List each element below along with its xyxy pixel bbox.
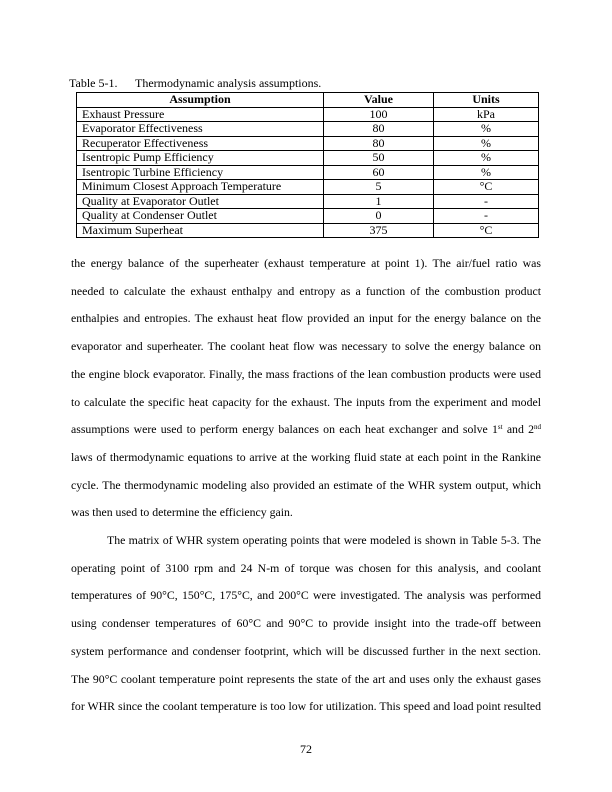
assumption-cell: Quality at Evaporator Outlet bbox=[77, 194, 324, 209]
superscript-nd: nd bbox=[534, 423, 541, 432]
text-line: cycle. The thermodynamic modeling also provided an estimate of the WHR system output, which bbox=[71, 477, 541, 492]
units-cell: % bbox=[434, 165, 539, 180]
table-header-row bbox=[77, 93, 539, 108]
assumption-cell: Isentropic Turbine Efficiency bbox=[77, 165, 324, 180]
table-caption bbox=[69, 76, 321, 90]
table-row bbox=[77, 223, 539, 238]
text-segment: and 2 bbox=[502, 422, 534, 437]
text-line: The matrix of WHR system operating points that were modeled is shown in Table 5-3. The bbox=[107, 533, 541, 548]
text-line: laws of thermodynamic equations to arrive at the working fluid state at each point in the Rankine bbox=[71, 449, 541, 464]
text-line: to calculate the specific heat capacity for the exhaust. The inputs from the experiment and model bbox=[71, 394, 541, 409]
units-cell: % bbox=[434, 151, 539, 166]
value-cell: 5 bbox=[324, 180, 434, 195]
assumption-cell: Quality at Condenser Outlet bbox=[77, 209, 324, 224]
table-row bbox=[77, 165, 539, 180]
text-line: the energy balance of the superheater (exhaust temperature at point 1). The air/fuel ratio was bbox=[71, 256, 541, 270]
value-cell: 50 bbox=[324, 151, 434, 166]
column-header-value: Value bbox=[324, 93, 434, 108]
assumption-cell: Exhaust Pressure bbox=[77, 107, 324, 122]
assumption-cell: Isentropic Pump Efficiency bbox=[77, 151, 324, 166]
page-number: 72 bbox=[300, 742, 312, 756]
units-cell: - bbox=[434, 194, 539, 209]
assumption-cell: Minimum Closest Approach Temperature bbox=[77, 180, 324, 195]
superscript-st: st bbox=[497, 423, 503, 432]
table-row bbox=[77, 209, 539, 224]
table-row bbox=[77, 136, 539, 151]
text-line: evaporator and superheater. The coolant heat flow was necessary to solve the energy balance on bbox=[71, 339, 541, 354]
table-row bbox=[77, 107, 539, 122]
table-row bbox=[77, 180, 539, 195]
table-caption-label: Table 5-1. bbox=[69, 76, 118, 90]
text-line: enthalpies and entropies. The exhaust heat flow provided an input for the energy balance on the bbox=[71, 311, 541, 326]
value-cell: 375 bbox=[324, 223, 434, 238]
table-row bbox=[77, 194, 539, 209]
text-line bbox=[71, 416, 541, 444]
assumption-cell: Evaporator Effectiveness bbox=[77, 122, 324, 137]
value-cell: 60 bbox=[324, 165, 434, 180]
table-row bbox=[77, 122, 539, 137]
units-cell: % bbox=[434, 122, 539, 137]
body-text bbox=[71, 250, 541, 721]
text-line: operating point of 3100 rpm and 24 N-m of torque was chosen for this analysis, and coolant bbox=[71, 560, 541, 575]
assumptions-table bbox=[76, 92, 539, 238]
assumption-cell: Maximum Superheat bbox=[77, 223, 324, 238]
value-cell: 0 bbox=[324, 209, 434, 224]
units-cell: - bbox=[434, 209, 539, 224]
units-cell: °C bbox=[434, 223, 539, 238]
assumption-cell: Recuperator Effectiveness bbox=[77, 136, 324, 151]
text-line: was then used to determine the efficiency gain. bbox=[71, 505, 293, 520]
units-cell: % bbox=[434, 136, 539, 151]
table-caption-text: Thermodynamic analysis assumptions. bbox=[135, 76, 322, 90]
text-line: for WHR since the coolant temperature is too low for utilization. This speed and load point resulted bbox=[71, 699, 541, 714]
value-cell: 80 bbox=[324, 122, 434, 137]
table-row bbox=[77, 151, 539, 166]
text-line: system performance and condenser footprint, which will be discussed further in the next section. bbox=[71, 643, 541, 658]
units-cell: kPa bbox=[434, 107, 539, 122]
column-header-assumption: Assumption bbox=[77, 93, 324, 108]
text-line: The 90°C coolant temperature point represents the state of the art and uses only the exhaust gases bbox=[71, 671, 541, 686]
text-line: using condenser temperatures of 60°C and 90°C to provide insight into the trade-off between bbox=[71, 616, 541, 631]
value-cell: 1 bbox=[324, 194, 434, 209]
value-cell: 100 bbox=[324, 107, 434, 122]
value-cell: 80 bbox=[324, 136, 434, 151]
text-line: needed to calculate the exhaust enthalpy and entropy as a function of the combustion product bbox=[71, 283, 541, 298]
text-line: the engine block evaporator. Finally, the mass fractions of the lean combustion products were used bbox=[71, 366, 541, 381]
column-header-units: Units bbox=[434, 93, 539, 108]
text-line: temperatures of 90°C, 150°C, 175°C, and 200°C were investigated. The analysis was performed bbox=[71, 588, 541, 603]
text-segment: assumptions were used to perform energy balances on each heat exchanger and solve 1 bbox=[71, 422, 498, 437]
units-cell: °C bbox=[434, 180, 539, 195]
